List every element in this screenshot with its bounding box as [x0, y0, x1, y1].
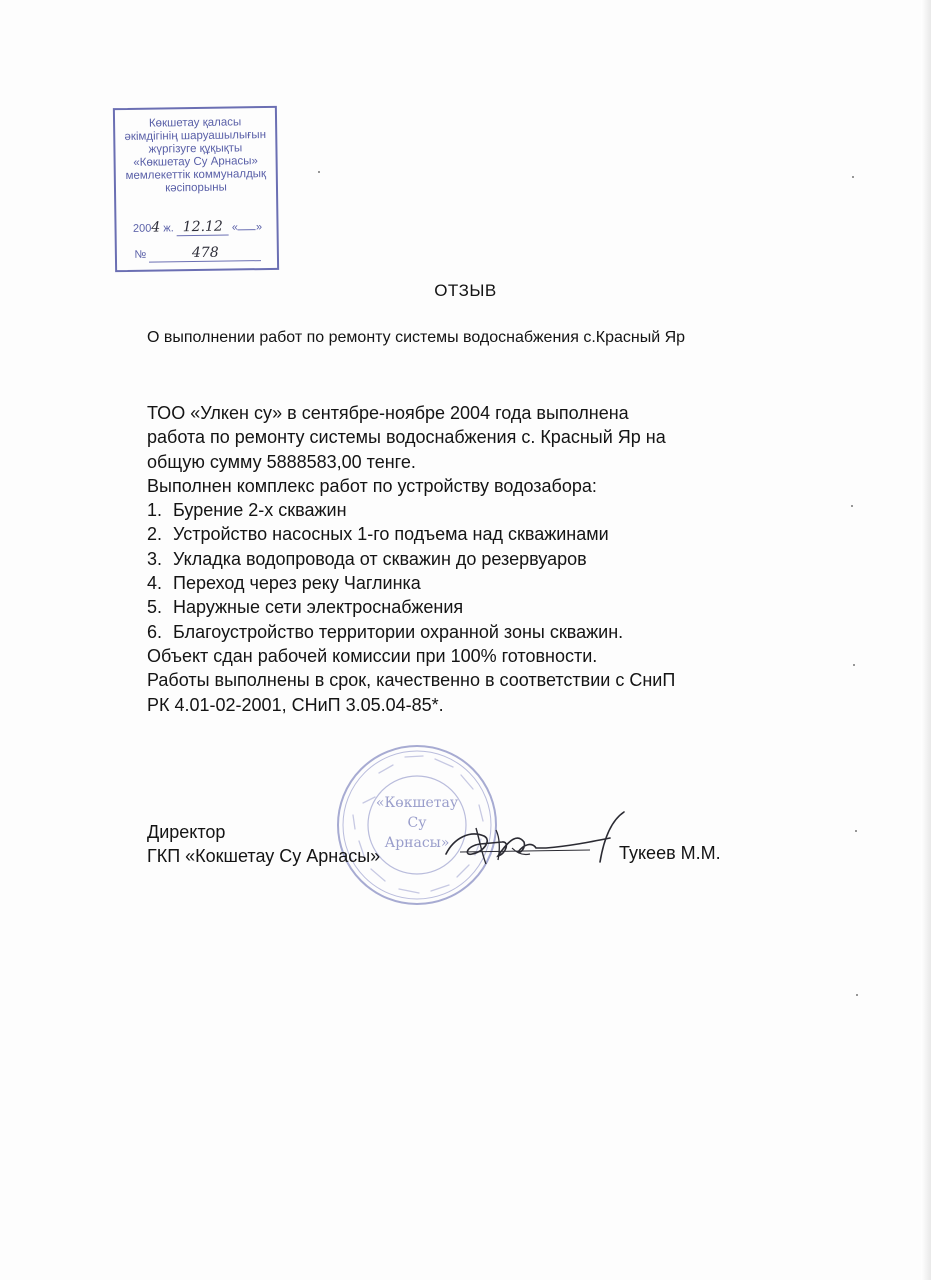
list-item-number: 2. — [147, 524, 163, 545]
document-body — [147, 401, 797, 717]
list-item-text: Благоустройство территории охранной зоны скважин. — [173, 621, 624, 642]
scan-speck — [856, 994, 858, 996]
stamp-org-line: мемлекеттік коммуналдық — [125, 168, 267, 182]
scan-speck — [852, 176, 854, 178]
stamp-year-prefix: 200 — [132, 222, 152, 235]
body-line: работа по ремонту системы водоснабжения с. Красный Яр на — [147, 427, 666, 448]
list-item-text: Укладка водопровода от скважин до резервуаров — [173, 548, 587, 569]
list-item-number: 3. — [147, 548, 163, 569]
seal-line: Су — [407, 815, 427, 831]
scan-speck — [855, 830, 857, 832]
document-subtitle: О выполнении работ по ремонту системы водоснабжения с.Красный Яр — [147, 329, 686, 346]
list-item-text: Бурение 2-х скважин — [173, 500, 347, 521]
stamp-date-row — [124, 220, 270, 238]
stamp-org-line: жүргізуге құқықты — [148, 142, 243, 156]
list-item — [147, 522, 797, 546]
scan-speck — [318, 171, 320, 173]
stamp-number-handwritten: 478 — [191, 244, 219, 262]
stamp-year-suffix: ж. — [163, 222, 174, 235]
signatory-organization: ГКП «Кокшетау Су Арнасы» — [147, 846, 381, 866]
body-line: Объект сдан рабочей комиссии при 100% готовности. — [147, 645, 598, 666]
handwritten-signature — [440, 808, 630, 872]
list-item-number: 5. — [147, 597, 163, 618]
stamp-number-label: № — [134, 248, 147, 261]
list-item-text: Устройство насосных 1-го подъема над скважинами — [173, 524, 609, 545]
page-edge-shadow — [921, 0, 931, 1280]
body-line: ТОО «Улкен су» в сентябре-ноябре 2004 года выполнена — [147, 403, 629, 423]
list-item-text: Наружные сети электроснабжения — [173, 597, 464, 618]
stamp-organization — [115, 116, 276, 196]
stamp-org-line: Көкшетау қаласы — [148, 116, 242, 130]
works-list — [147, 498, 797, 644]
body-line: Работы выполнены в срок, качественно в соответствии с СниП — [147, 670, 676, 691]
list-item — [147, 620, 797, 644]
list-item-number: 4. — [147, 573, 163, 594]
stamp-number-row — [125, 246, 271, 264]
stamp-org-line: «Көкшетау Су Арнасы» — [133, 155, 258, 169]
body-line: общую сумму 5888583,00 тенге. — [147, 451, 416, 472]
scan-speck — [851, 505, 853, 507]
list-item — [147, 547, 797, 571]
stamp-year-handwritten: 4 — [151, 219, 161, 236]
seal-line: «Көкшетау — [375, 795, 459, 811]
signatory-name: Тукеев М.М. — [619, 843, 721, 863]
registration-stamp — [113, 106, 279, 272]
list-item-number: 1. — [147, 500, 163, 521]
signatory-position: Директор — [147, 822, 226, 842]
document-title: ОТЗЫВ — [434, 281, 497, 300]
list-item — [147, 595, 797, 619]
list-item-text: Переход через реку Чаглинка — [173, 573, 421, 594]
stamp-org-line: әкімдігінің шаруашылығын — [124, 129, 267, 143]
body-line: РК 4.01-02-2001, СНиП 3.05.04-85*. — [147, 694, 444, 715]
list-item — [147, 571, 797, 595]
stamp-org-line: кәсіпорыны — [165, 181, 227, 195]
scan-speck — [853, 664, 855, 666]
signatory-block — [147, 820, 380, 868]
list-item-number: 6. — [147, 621, 163, 642]
stamp-quote-close: » — [255, 221, 263, 234]
body-line: Выполнен комплекс работ по устройству водозабора: — [147, 475, 597, 496]
stamp-quote-open: « — [231, 221, 239, 234]
seal-line: Арнасы» — [384, 835, 450, 851]
stamp-date-handwritten: 12.12 — [182, 218, 223, 236]
list-item — [147, 498, 797, 522]
